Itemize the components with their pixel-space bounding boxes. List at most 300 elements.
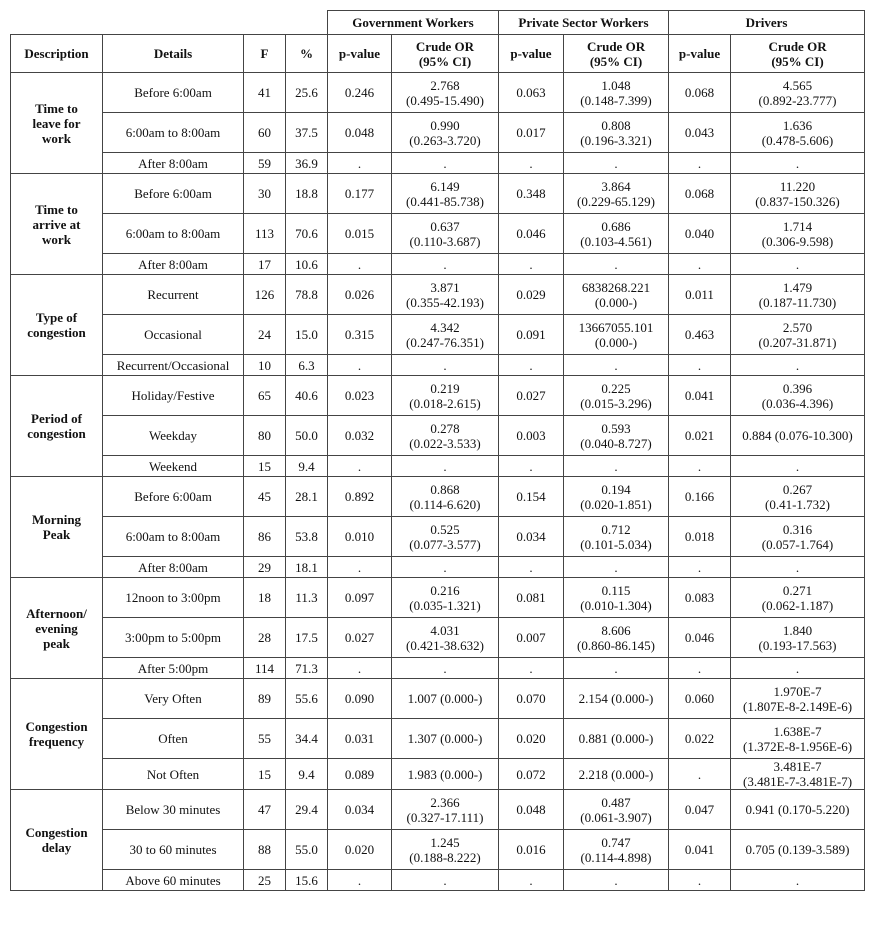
description-line: work: [42, 130, 71, 146]
percent-cell: 37.5: [286, 113, 328, 153]
table-row: [11, 679, 865, 719]
description-line: work: [42, 231, 71, 247]
gov-crude-or-cell-line: .: [443, 155, 447, 171]
frequency-cell: 15: [244, 456, 286, 477]
col-header-gov-or-line1: Crude OR: [415, 38, 475, 54]
drv-crude-or-cell-line: .: [795, 559, 800, 575]
drv-crude-or-cell: [731, 477, 865, 517]
drv-crude-or-cell: [731, 618, 865, 658]
percent-cell: 15.0: [286, 315, 328, 355]
drv-crude-or-cell-line: 1.636: [782, 117, 813, 133]
col-header-description: Description: [11, 35, 103, 73]
table-row: [11, 275, 865, 315]
drv-p-value-cell: 0.040: [669, 214, 731, 254]
gov-crude-or-cell-line: 0.525: [430, 521, 460, 537]
priv-crude-or-cell: [564, 456, 669, 477]
table-row: [11, 214, 865, 254]
percent-cell: 36.9: [286, 153, 328, 174]
priv-p-value-cell: 0.003: [499, 416, 564, 456]
gov-crude-or-cell-line: 3.871: [430, 279, 460, 295]
priv-crude-or-cell-line: (0.148-7.399): [580, 92, 652, 108]
drv-crude-or-cell: [731, 830, 865, 870]
drv-crude-or-cell-line: 1.840: [782, 622, 813, 638]
group-header-government: Government Workers: [328, 11, 499, 35]
col-header-drv-or-line2: (95% CI): [771, 53, 824, 69]
drv-crude-or-cell: [731, 416, 865, 456]
table-row: [11, 477, 865, 517]
gov-crude-or-cell: [392, 477, 499, 517]
details-cell: After 5:00pm: [103, 658, 244, 679]
frequency-cell: 24: [244, 315, 286, 355]
priv-p-value-cell: 0.017: [499, 113, 564, 153]
gov-crude-or-cell-line: 4.031: [430, 622, 460, 638]
gov-crude-or-cell: [392, 759, 499, 790]
details-cell: After 8:00am: [103, 557, 244, 578]
priv-p-value-cell: 0.020: [499, 719, 564, 759]
col-header-priv-or-line2: (95% CI): [589, 53, 643, 69]
drv-p-value-cell: 0.068: [669, 174, 731, 214]
col-header-drv-p-value: p-value: [669, 35, 731, 73]
drv-p-value-cell: .: [669, 557, 731, 578]
gov-crude-or-cell: [392, 355, 499, 376]
drv-p-value-cell: 0.047: [669, 790, 731, 830]
percent-cell: 40.6: [286, 376, 328, 416]
gov-crude-or-cell-line: (0.035-1.321): [409, 597, 481, 613]
priv-p-value-cell: .: [499, 456, 564, 477]
priv-crude-or-cell: [564, 578, 669, 618]
description-line: Peak: [42, 527, 71, 542]
drv-crude-or-cell-line: (0.193-17.563): [758, 637, 837, 653]
priv-crude-or-cell-line: 0.808: [601, 117, 631, 133]
description-line: Afternoon/: [26, 605, 87, 621]
table-row: [11, 376, 865, 416]
priv-p-value-cell: 0.091: [499, 315, 564, 355]
percent-cell: 70.6: [286, 214, 328, 254]
gov-crude-or-cell: [392, 73, 499, 113]
frequency-cell: 18: [244, 578, 286, 618]
gov-crude-or-cell: [392, 578, 499, 618]
drv-p-value-cell: 0.022: [669, 719, 731, 759]
drv-crude-or-cell: [731, 557, 865, 578]
description-cell: [11, 679, 103, 790]
frequency-cell: 25: [244, 870, 286, 891]
priv-crude-or-cell-line: 0.115: [601, 582, 631, 598]
priv-crude-or-cell-line: (0.020-1.851): [580, 496, 652, 512]
table-row: [11, 790, 865, 830]
gov-crude-or-cell: [392, 174, 499, 214]
group-header-drivers: Drivers: [669, 11, 865, 35]
priv-crude-or-cell: [564, 557, 669, 578]
priv-crude-or-cell: [564, 517, 669, 557]
percent-cell: 18.1: [286, 557, 328, 578]
drv-p-value-cell: 0.166: [669, 477, 731, 517]
description-line: congestion: [27, 426, 86, 441]
details-cell: After 8:00am: [103, 153, 244, 174]
drv-p-value-cell: 0.041: [669, 830, 731, 870]
details-cell: Recurrent: [103, 275, 244, 315]
description-line: Morning: [31, 512, 82, 527]
frequency-cell: 114: [244, 658, 286, 679]
priv-p-value-cell: 0.154: [499, 477, 564, 517]
drv-crude-or-cell: [731, 355, 865, 376]
gov-crude-or-cell-line: (0.022-3.533): [409, 435, 481, 451]
gov-p-value-cell: 0.031: [328, 719, 392, 759]
gov-p-value-cell: 0.315: [328, 315, 392, 355]
details-cell: Occasional: [103, 315, 244, 355]
drv-crude-or-cell-line: 0.884 (0.076-10.300): [742, 428, 853, 443]
priv-crude-or-cell: [564, 679, 669, 719]
drv-crude-or-cell-line: .: [795, 256, 800, 272]
col-header-drv-or-line1: Crude OR: [768, 38, 827, 54]
gov-p-value-cell: .: [328, 658, 392, 679]
drv-p-value-cell: 0.060: [669, 679, 731, 719]
table-row: [11, 174, 865, 214]
table-body: [11, 73, 865, 891]
percent-cell: 53.8: [286, 517, 328, 557]
priv-crude-or-cell-line: (0.040-8.727): [580, 435, 652, 451]
drv-p-value-cell: .: [669, 153, 731, 174]
details-cell: Below 30 minutes: [103, 790, 244, 830]
drv-crude-or-cell-line: (0.057-1.764): [761, 536, 834, 552]
frequency-cell: 88: [244, 830, 286, 870]
drv-crude-or-cell-line: .: [795, 357, 800, 373]
table-container: [10, 10, 865, 891]
gov-p-value-cell: 0.026: [328, 275, 392, 315]
description-line: Congestion: [25, 719, 88, 734]
col-header-gov-p-value: p-value: [328, 35, 392, 73]
priv-crude-or-cell-line: (0.010-1.304): [580, 597, 652, 613]
drv-crude-or-cell-line: 1.479: [782, 279, 813, 295]
description-line: frequency: [28, 734, 85, 749]
priv-crude-or-cell-line: .: [614, 155, 618, 171]
table-row: [11, 517, 865, 557]
drv-crude-or-cell: [731, 679, 865, 719]
frequency-cell: 65: [244, 376, 286, 416]
drv-crude-or-cell: [731, 456, 865, 477]
priv-p-value-cell: 0.348: [499, 174, 564, 214]
priv-p-value-cell: .: [499, 355, 564, 376]
gov-p-value-cell: .: [328, 557, 392, 578]
drv-crude-or-cell: [731, 153, 865, 174]
priv-crude-or-cell: [564, 315, 669, 355]
col-header-gov-crude-or: [392, 35, 499, 73]
details-cell: 6:00am to 8:00am: [103, 113, 244, 153]
priv-crude-or-cell: [564, 113, 669, 153]
gov-crude-or-cell-line: 0.868: [430, 481, 460, 497]
gov-p-value-cell: 0.892: [328, 477, 392, 517]
details-cell: 12noon to 3:00pm: [103, 578, 244, 618]
details-cell: 6:00am to 8:00am: [103, 517, 244, 557]
priv-crude-or-cell: [564, 477, 669, 517]
table-row: [11, 719, 865, 759]
gov-crude-or-cell-line: (0.263-3.720): [409, 132, 481, 148]
gov-crude-or-cell: [392, 618, 499, 658]
priv-p-value-cell: 0.070: [499, 679, 564, 719]
priv-p-value-cell: 0.034: [499, 517, 564, 557]
priv-crude-or-cell-line: 2.154 (0.000-): [578, 691, 654, 706]
description-line: arrive at: [32, 216, 81, 232]
gov-p-value-cell: .: [328, 254, 392, 275]
drv-p-value-cell: 0.021: [669, 416, 731, 456]
table-row: [11, 658, 865, 679]
priv-crude-or-cell-line: 0.747: [601, 834, 631, 850]
priv-p-value-cell: 0.072: [499, 759, 564, 790]
odds-ratio-table: [10, 10, 865, 891]
description-line: Period of: [31, 411, 82, 426]
drv-crude-or-cell-line: 0.396: [782, 380, 813, 396]
priv-p-value-cell: 0.029: [499, 275, 564, 315]
details-cell: Weekday: [103, 416, 244, 456]
frequency-cell: 17: [244, 254, 286, 275]
frequency-cell: 47: [244, 790, 286, 830]
gov-crude-or-cell-line: .: [443, 660, 447, 676]
priv-crude-or-cell-line: (0.229-65.129): [577, 193, 655, 209]
description-line: congestion: [27, 325, 86, 340]
details-cell: Often: [103, 719, 244, 759]
priv-crude-or-cell-line: (0.860-86.145): [577, 637, 655, 653]
priv-crude-or-cell-line: .: [614, 559, 618, 575]
drv-crude-or-cell-line: (0.062-1.187): [761, 597, 834, 613]
percent-cell: 15.6: [286, 870, 328, 891]
details-cell: Before 6:00am: [103, 477, 244, 517]
gov-crude-or-cell-line: 0.216: [430, 582, 460, 598]
priv-crude-or-cell: [564, 254, 669, 275]
priv-crude-or-cell-line: 0.593: [601, 420, 631, 436]
percent-cell: 9.4: [286, 456, 328, 477]
header-blank-cell: [11, 11, 328, 35]
priv-crude-or-cell-line: (0.196-3.321): [580, 132, 652, 148]
priv-crude-or-cell: [564, 416, 669, 456]
description-line: delay: [41, 840, 72, 855]
percent-cell: 10.6: [286, 254, 328, 275]
drv-crude-or-cell: [731, 759, 865, 790]
gov-crude-or-cell: [392, 315, 499, 355]
description-line: Type of: [35, 310, 78, 325]
description-cell: [11, 73, 103, 174]
priv-crude-or-cell-line: (0.061-3.907): [580, 809, 652, 825]
frequency-cell: 55: [244, 719, 286, 759]
details-cell: Not Often: [103, 759, 244, 790]
gov-crude-or-cell-line: (0.114-6.620): [409, 496, 481, 512]
percent-cell: 55.6: [286, 679, 328, 719]
description-cell: [11, 376, 103, 477]
priv-p-value-cell: .: [499, 153, 564, 174]
priv-p-value-cell: 0.027: [499, 376, 564, 416]
percent-cell: 18.8: [286, 174, 328, 214]
drv-crude-or-cell-line: 1.970E-7: [773, 683, 822, 699]
gov-p-value-cell: 0.020: [328, 830, 392, 870]
drv-p-value-cell: .: [669, 355, 731, 376]
frequency-cell: 59: [244, 153, 286, 174]
percent-cell: 28.1: [286, 477, 328, 517]
drv-p-value-cell: 0.018: [669, 517, 731, 557]
gov-crude-or-cell: [392, 376, 499, 416]
drv-p-value-cell: .: [669, 870, 731, 891]
col-header-priv-p-value: p-value: [499, 35, 564, 73]
priv-crude-or-cell: [564, 376, 669, 416]
priv-crude-or-cell-line: 6838268.221: [581, 279, 651, 295]
gov-crude-or-cell-line: (0.495-15.490): [406, 92, 484, 108]
details-cell: 30 to 60 minutes: [103, 830, 244, 870]
drv-p-value-cell: .: [669, 456, 731, 477]
frequency-cell: 41: [244, 73, 286, 113]
table-row: [11, 557, 865, 578]
priv-crude-or-cell: [564, 73, 669, 113]
gov-crude-or-cell-line: 1.307 (0.000-): [407, 731, 483, 746]
gov-crude-or-cell-line: (0.247-76.351): [406, 334, 484, 350]
drv-crude-or-cell-line: (0.306-9.598): [761, 233, 834, 249]
drv-crude-or-cell-line: (0.187-11.730): [758, 294, 837, 310]
drv-crude-or-cell: [731, 315, 865, 355]
drv-crude-or-cell-line: 2.570: [782, 319, 813, 335]
table-row: [11, 73, 865, 113]
col-header-f: F: [244, 35, 286, 73]
gov-crude-or-cell-line: .: [443, 256, 447, 272]
gov-crude-or-cell: [392, 679, 499, 719]
col-header-details: Details: [103, 35, 244, 73]
gov-crude-or-cell-line: (0.327-17.111): [406, 809, 484, 825]
priv-crude-or-cell: [564, 174, 669, 214]
gov-crude-or-cell: [392, 658, 499, 679]
priv-crude-or-cell-line: .: [614, 872, 618, 888]
description-line: evening: [35, 620, 78, 636]
percent-cell: 29.4: [286, 790, 328, 830]
drv-crude-or-cell-line: 0.267: [782, 481, 813, 497]
frequency-cell: 126: [244, 275, 286, 315]
drv-crude-or-cell-line: (1.372E-8-1.956E-6): [743, 738, 853, 754]
table-row: [11, 153, 865, 174]
gov-crude-or-cell: [392, 113, 499, 153]
drv-crude-or-cell-line: (0.41-1.732): [765, 496, 831, 512]
frequency-cell: 28: [244, 618, 286, 658]
drv-p-value-cell: 0.011: [669, 275, 731, 315]
table-row: [11, 618, 865, 658]
details-cell: Holiday/Festive: [103, 376, 244, 416]
gov-crude-or-cell: [392, 719, 499, 759]
drv-crude-or-cell-line: 3.481E-7: [773, 759, 822, 774]
priv-crude-or-cell-line: 3.864: [601, 178, 631, 194]
col-header-percent: %: [286, 35, 328, 73]
priv-p-value-cell: .: [499, 870, 564, 891]
gov-crude-or-cell: [392, 153, 499, 174]
gov-crude-or-cell-line: .: [443, 458, 447, 474]
percent-cell: 34.4: [286, 719, 328, 759]
priv-p-value-cell: .: [499, 658, 564, 679]
table-header: [11, 11, 865, 73]
priv-crude-or-cell-line: 2.218 (0.000-): [578, 766, 654, 782]
gov-crude-or-cell: [392, 790, 499, 830]
gov-crude-or-cell: [392, 517, 499, 557]
drv-crude-or-cell: [731, 254, 865, 275]
priv-crude-or-cell: [564, 759, 669, 790]
priv-crude-or-cell-line: 8.606: [601, 622, 631, 638]
gov-crude-or-cell: [392, 254, 499, 275]
priv-crude-or-cell: [564, 214, 669, 254]
gov-crude-or-cell-line: 1.007 (0.000-): [407, 691, 483, 706]
priv-crude-or-cell-line: 0.194: [601, 481, 631, 497]
priv-crude-or-cell: [564, 719, 669, 759]
frequency-cell: 89: [244, 679, 286, 719]
gov-crude-or-cell-line: (0.355-42.193): [406, 294, 484, 310]
priv-crude-or-cell: [564, 618, 669, 658]
gov-p-value-cell: 0.027: [328, 618, 392, 658]
table-row: [11, 315, 865, 355]
drv-crude-or-cell-line: (0.837-150.326): [755, 193, 840, 209]
priv-p-value-cell: 0.048: [499, 790, 564, 830]
drv-p-value-cell: 0.463: [669, 315, 731, 355]
table-row: [11, 416, 865, 456]
priv-crude-or-cell: [564, 830, 669, 870]
frequency-cell: 29: [244, 557, 286, 578]
description-cell: [11, 174, 103, 275]
gov-p-value-cell: 0.015: [328, 214, 392, 254]
col-header-priv-crude-or: [564, 35, 669, 73]
percent-cell: 17.5: [286, 618, 328, 658]
details-cell: Before 6:00am: [103, 73, 244, 113]
details-cell: Above 60 minutes: [103, 870, 244, 891]
percent-cell: 9.4: [286, 759, 328, 790]
gov-p-value-cell: 0.023: [328, 376, 392, 416]
gov-p-value-cell: 0.048: [328, 113, 392, 153]
gov-crude-or-cell-line: (0.188-8.222): [409, 849, 481, 865]
gov-crude-or-cell-line: 4.342: [430, 319, 460, 335]
gov-crude-or-cell-line: .: [443, 357, 447, 373]
drv-crude-or-cell: [731, 517, 865, 557]
description-cell: [11, 790, 103, 891]
gov-p-value-cell: 0.034: [328, 790, 392, 830]
percent-cell: 78.8: [286, 275, 328, 315]
drv-crude-or-cell: [731, 113, 865, 153]
gov-p-value-cell: .: [328, 355, 392, 376]
priv-p-value-cell: 0.007: [499, 618, 564, 658]
gov-p-value-cell: 0.097: [328, 578, 392, 618]
drv-p-value-cell: 0.083: [669, 578, 731, 618]
priv-crude-or-cell: [564, 275, 669, 315]
priv-p-value-cell: 0.081: [499, 578, 564, 618]
drv-crude-or-cell-line: 0.941 (0.170-5.220): [745, 802, 850, 817]
priv-crude-or-cell-line: (0.103-4.561): [580, 233, 652, 249]
priv-p-value-cell: 0.016: [499, 830, 564, 870]
priv-crude-or-cell-line: .: [614, 660, 618, 676]
gov-crude-or-cell: [392, 275, 499, 315]
drv-p-value-cell: .: [669, 658, 731, 679]
gov-p-value-cell: 0.089: [328, 759, 392, 790]
description-cell: [11, 275, 103, 376]
drv-crude-or-cell: [731, 658, 865, 679]
priv-crude-or-cell-line: (0.114-4.898): [580, 849, 652, 865]
table-row: [11, 830, 865, 870]
drv-crude-or-cell-line: (1.807E-8-2.149E-6): [743, 698, 853, 714]
description-line: peak: [43, 635, 70, 651]
percent-cell: 55.0: [286, 830, 328, 870]
description-line: Congestion: [25, 825, 88, 840]
drv-p-value-cell: 0.046: [669, 618, 731, 658]
priv-crude-or-cell-line: (0.000-): [594, 334, 638, 350]
description-line: Time to: [35, 100, 78, 116]
drv-crude-or-cell-line: .: [795, 155, 800, 171]
priv-crude-or-cell-line: 13667055.101: [578, 319, 654, 335]
table-row: [11, 355, 865, 376]
frequency-cell: 113: [244, 214, 286, 254]
table-row: [11, 759, 865, 790]
gov-p-value-cell: .: [328, 870, 392, 891]
gov-crude-or-cell: [392, 870, 499, 891]
table-row: [11, 870, 865, 891]
drv-p-value-cell: .: [669, 759, 731, 790]
gov-crude-or-cell-line: 6.149: [430, 178, 460, 194]
percent-cell: 71.3: [286, 658, 328, 679]
frequency-cell: 80: [244, 416, 286, 456]
